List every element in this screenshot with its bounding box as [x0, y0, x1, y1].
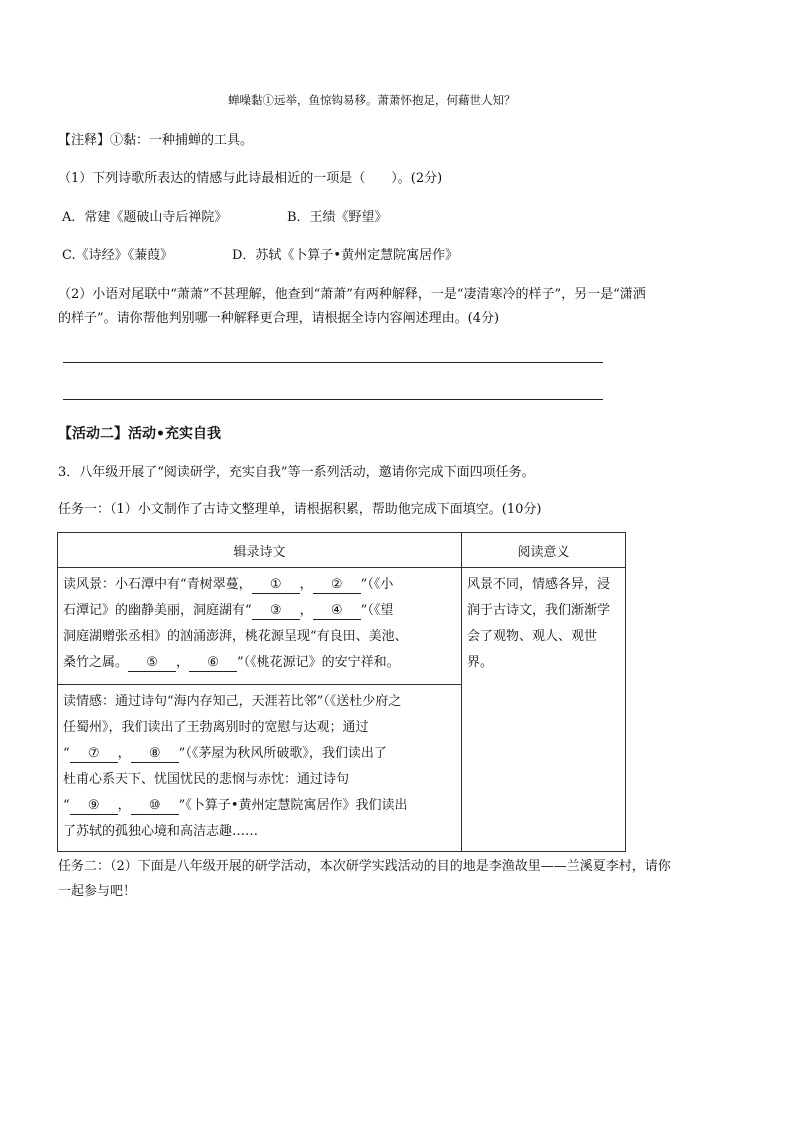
answer-line-1[interactable] — [63, 362, 603, 363]
blank-5[interactable]: ⑤ — [128, 655, 176, 672]
table-row-emotion: 读情感：通过诗句“海内存知己，天涯若比邻”（《送杜少府之 任蜀州》，我们读出了王勃离别时的宽慰与达观；通过 “ ⑦ ， ⑧ ”（《茅屋为秋风所破歌》，我们读出了 杜甫心系天下、忧国忧民的悲悯与赤忱：通过诗句 “ ⑨ ， ⑩ ”《卜算子•黄州定慧院寓居作》我们读出 了苏轼的孤独心境和高洁志趣…… — [58, 685, 462, 852]
blank-7[interactable]: ⑦ — [70, 746, 118, 763]
table-header-meaning: 阅读意义 — [462, 533, 626, 568]
question-2-line-1: （2）小语对尾联中“萧萧”不甚理解，他查到“萧萧”有两种解释，一是“凄清寒冷的样子”，另一是“潇洒 — [58, 287, 646, 302]
table-row-scenery: 读风景：小石潭中有“青树翠蔓， ① ， ② ”（《小 石潭记》的幽静美丽，洞庭湖有“ ③ ， ④ ”（《望 洞庭湖赠张丞相》的汹涌澎湃，桃花源呈现“有良田、美池、 桑竹之属。 ⑤ ， ⑥ ”（《桃花源记》的安宁祥和。 — [58, 568, 462, 685]
blank-3[interactable]: ③ — [252, 603, 300, 620]
task-2-line-1: 任务二：（2）下面是八年级开展的研学活动，本次研学实践活动的目的地是李渔故里——兰溪夏李村，请你 — [58, 859, 671, 874]
blank-6[interactable]: ⑥ — [189, 655, 237, 672]
blank-4[interactable]: ④ — [313, 603, 361, 620]
question-3-intro: 3．八年级开展了“阅读研学，充实自我”等一系列活动，邀请你完成下面四项任务。 — [58, 465, 535, 480]
question-1-stem: （1）下列诗歌所表达的情感与此诗最相近的一项是（ ）。(2分) — [58, 171, 443, 186]
question-2-line-2: 的样子”。请你帮他判别哪一种解释更合理，请根据全诗内容阐述理由。(4分) — [58, 311, 500, 326]
table-header-poems: 辑录诗文 — [58, 533, 462, 568]
blank-10[interactable]: ⑩ — [131, 798, 179, 815]
blank-9[interactable]: ⑨ — [70, 798, 118, 815]
blank-8[interactable]: ⑧ — [131, 746, 179, 763]
option-d: D．苏轼《卜算子•黄州定慧院寓居作》 — [232, 248, 459, 263]
blank-1[interactable]: ① — [252, 577, 300, 594]
option-a: A．常建《题破山寺后禅院》 — [62, 210, 228, 225]
task-2-line-2: 一起参与吧！ — [58, 884, 137, 899]
table-cell-meaning: 风景不同，情感各异，浸 润于古诗文，我们渐渐学 会了观物、观人、观世界。 — [462, 568, 626, 852]
poem-line: 蝉噪黏①远举，鱼惊钩易移。萧萧怀抱足，何藉世人知？ — [228, 93, 516, 107]
answer-line-2[interactable] — [63, 399, 603, 400]
option-b: B．王绩《野望》 — [287, 210, 388, 225]
annotation-note: 【注释】①黏：一种捕蝉的工具。 — [58, 133, 254, 148]
poetry-table — [57, 532, 626, 852]
section-2-title: 【活动二】活动•充实自我 — [58, 426, 221, 442]
task-1-instruction: 任务一：（1）小文制作了古诗文整理单，请根据积累，帮助他完成下面填空。(10分) — [58, 502, 542, 517]
option-c: C.《诗经》《蒹葭》 — [62, 248, 174, 263]
blank-2[interactable]: ② — [313, 577, 361, 594]
